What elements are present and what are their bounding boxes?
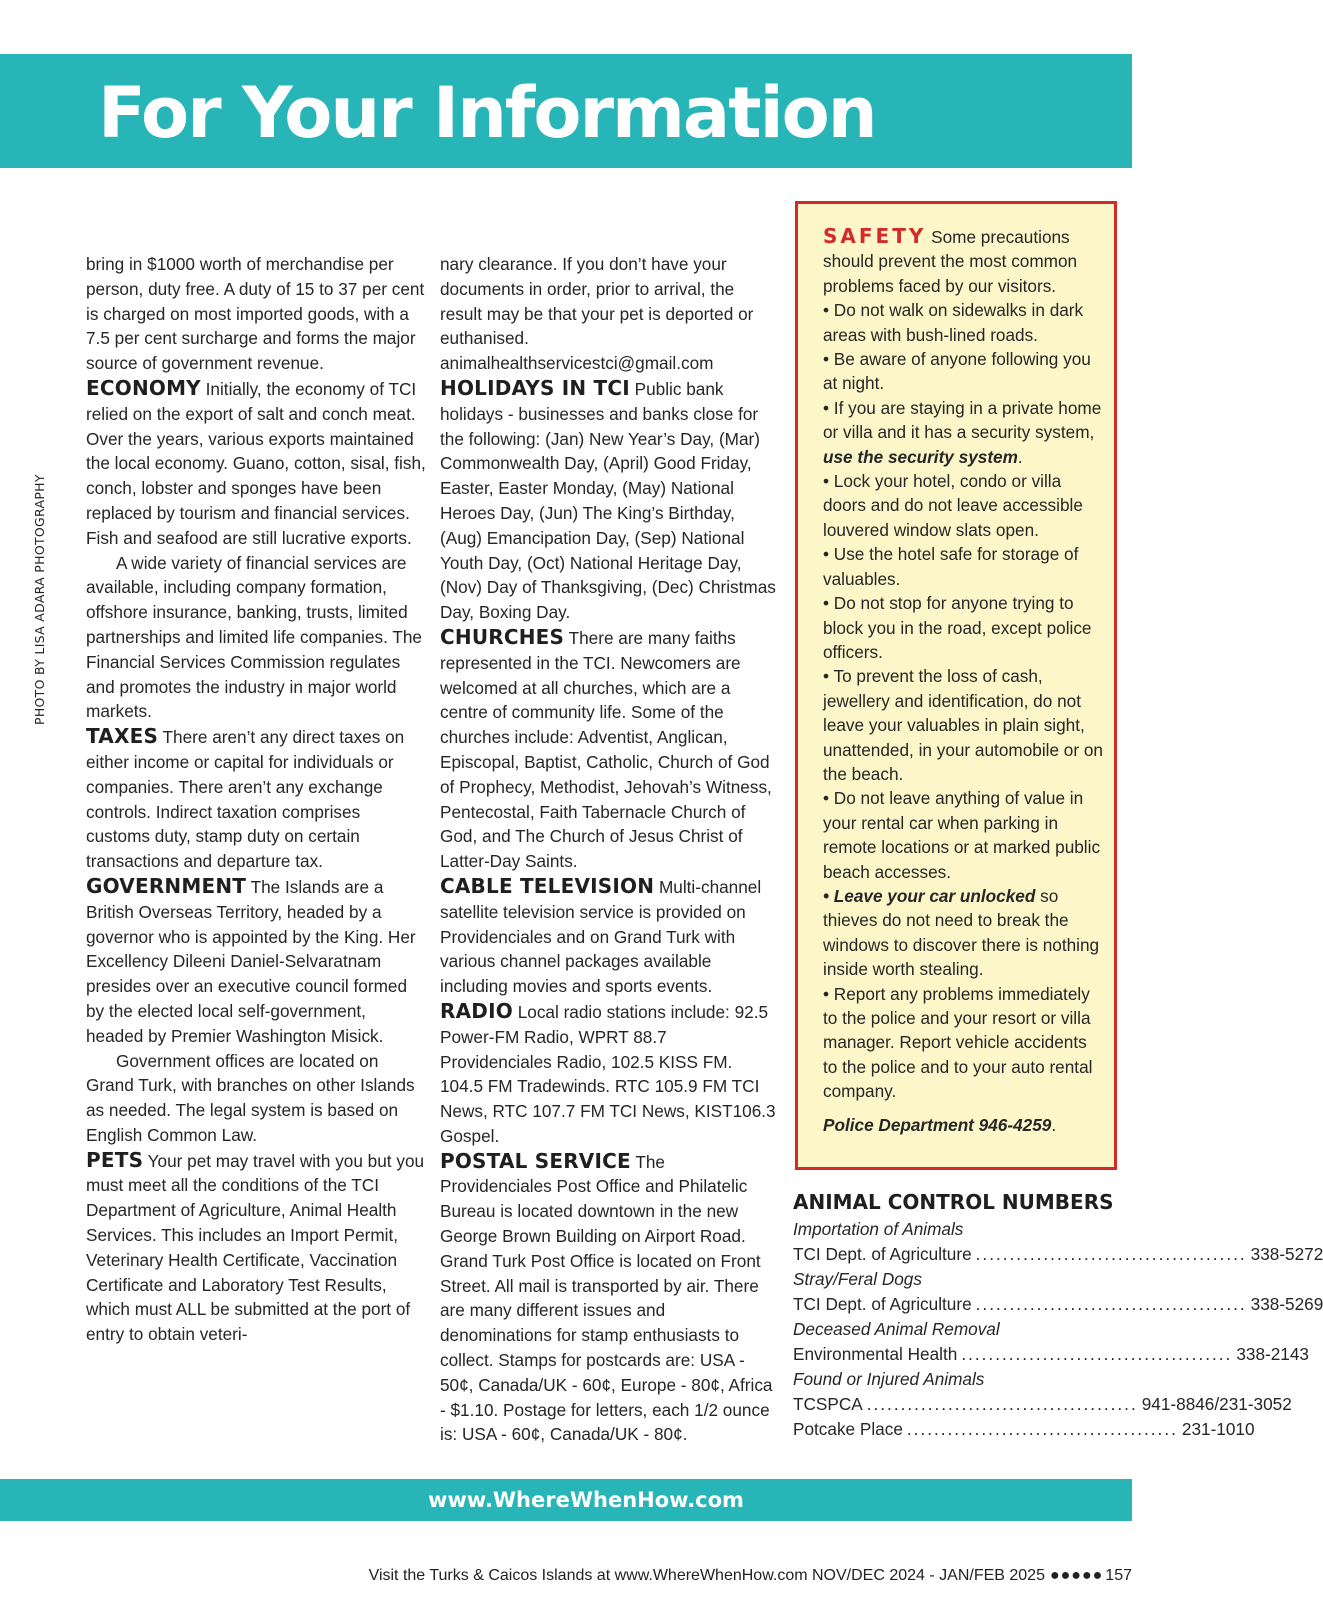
column-1 — [86, 252, 426, 1347]
safety-emphasis: • Leave your car unlocked — [823, 885, 1036, 906]
safety-bullet: • Do not walk on sidewalks in dark areas with bush-lined roads. — [823, 300, 1084, 345]
entry-number: 338-2143 — [1236, 1344, 1309, 1364]
leader-dots: ........................................ — [866, 1394, 1138, 1414]
safety-intro — [823, 224, 1104, 298]
entry-number: 338-5269 — [1250, 1294, 1323, 1314]
radio-heading: RADIO — [440, 998, 513, 1023]
footer-dots-icon: ●●●●● — [1049, 1567, 1104, 1584]
entry-name: TCSPCA — [793, 1394, 863, 1414]
photo-credit: PHOTO BY LISA ADARA PHOTOGRAPHY — [32, 474, 47, 725]
safety-bullet-text: • If you are staying in a private home or villa and it has a security system, — [823, 397, 1102, 443]
postal-heading: POSTAL SERVICE — [440, 1148, 631, 1173]
pets-text: Your pet may travel with you but you must meet all the conditions of the TCI Department of Agriculture, Animal Health Services. This includes an Import Permit, Veterinary Health Certificate, Vaccination Certificate and Laboratory Test Results, which must ALL be submitted at the port of entry to obtain veteri- — [86, 1150, 425, 1345]
taxes-text: There aren’t any direct taxes on either income or capital for individuals or companies. There aren’t any exchange controls. Indirect taxation comprises customs duty, stamp duty on certain transactions and departure tax. — [86, 727, 405, 872]
animal-subtitle: Found or Injured Animals — [793, 1369, 985, 1389]
safety-title: SAFETY — [823, 224, 927, 248]
safety-bullet: • Do not stop for anyone trying to block you in the road, except police officers. — [823, 593, 1092, 662]
animal-subtitle: Deceased Animal Removal — [793, 1319, 1000, 1339]
intro-paragraph: bring in $1000 worth of merchandise per person, duty free. A duty of 15 to 37 per cent is charged on most imported goods, with a 7.5 per cent surcharge and forms the major source of government revenue. — [86, 254, 425, 374]
government-heading: GOVERNMENT — [86, 873, 247, 898]
government-paragraph-2: Government offices are located on Grand Turk, with branches on other Islands as needed. The legal system is based on English Common Law. — [86, 1050, 415, 1145]
animal-control-title: ANIMAL CONTROL NUMBERS — [793, 1190, 1114, 1214]
leader-dots: ........................................ — [961, 1344, 1233, 1364]
safety-bullet: • Be aware of anyone following you at night. — [823, 349, 1091, 394]
economy-heading: ECONOMY — [86, 375, 201, 400]
police-number-end: . — [1051, 1114, 1057, 1135]
government-section — [86, 874, 426, 1049]
safety-bullet — [823, 396, 1104, 469]
leader-dots: ........................................ — [975, 1294, 1247, 1314]
police-number — [823, 1113, 1104, 1137]
footer-tagline: Visit the Turks & Caicos Islands at www.WhereWhenHow.com NOV/DEC 2024 - JAN/FEB 2025 — [368, 1567, 1045, 1584]
entry-name: Potcake Place — [793, 1419, 903, 1439]
cable-section — [440, 874, 780, 999]
entry-name: Environmental Health — [793, 1344, 958, 1364]
animal-entry — [793, 1417, 1255, 1442]
entry-name: TCI Dept. of Agriculture — [793, 1294, 972, 1314]
pets-continued: nary clearance. If you don’t have your documents in order, prior to arrival, the result may be that your pet is deported or euthanised. — [440, 254, 754, 349]
taxes-section — [86, 724, 426, 874]
postal-section — [440, 1149, 780, 1448]
safety-box — [795, 201, 1117, 1170]
churches-section — [440, 625, 780, 874]
police-number-text: Police Department 946-4259 — [823, 1114, 1052, 1135]
animal-entry — [793, 1342, 1309, 1367]
animal-control — [793, 1190, 1323, 1442]
radio-section — [440, 999, 780, 1149]
taxes-heading: TAXES — [86, 724, 159, 749]
economy-text: Initially, the economy of TCI relied on the export of salt and conch meat. Over the years, various exports maintained the local economy. Guano, cotton, sisal, fish, conch, lobster and sponges have been replaced by tourism and financial services. Fish and seafood are still lucrative exports. — [86, 378, 426, 548]
government-text: The Islands are a British Overseas Territory, headed by a governor who is appointed by the King. Her Excellency Dileeni Daniel-Selvaratnam presides over an executive council formed by the elected local self-government, headed by Premier Washington Misick. — [86, 876, 416, 1046]
holidays-section — [440, 376, 780, 625]
postal-text: The Providenciales Post Office and Philatelic Bureau is located downtown in the new George Brown Building on Airport Road. Grand Turk Post Office is located on Front Street. All mail is transported by air. There are many different issues and denominations for stamp enthusiasts to collect. Stamps for postcards are: USA - 50¢, Canada/UK - 60¢, Europe - 80¢, Africa - $1.10. Postage for letters, each 1/2 ounce is: USA - 60¢, Canada/UK - 80¢. — [440, 1151, 773, 1445]
website-link[interactable]: www.WhereWhenHow.com — [428, 1488, 744, 1512]
holidays-heading: HOLIDAYS IN TCI — [440, 375, 630, 400]
page-footer — [369, 1567, 1132, 1585]
page-number: 157 — [1105, 1567, 1132, 1584]
cable-text: Multi-channel satellite television service is provided on Providenciales and on Grand Turk with various channel packages available including movies and sports events. — [440, 876, 762, 997]
animal-entry — [793, 1242, 1323, 1267]
safety-bullet: • Use the hotel safe for storage of valuables. — [823, 544, 1079, 589]
pets-section — [86, 1148, 426, 1347]
radio-text: Local radio stations include: 92.5 Power-FM Radio, WPRT 88.7 Providenciales Radio, 102.5 KISS FM. 104.5 FM Tradewinds. RTC 105.9 FM TCI News, RTC 107.7 FM TCI News, KIST106.3 Gospel. — [440, 1001, 776, 1146]
animal-subtitle: Stray/Feral Dogs — [793, 1269, 922, 1289]
page-title: For Your Information — [98, 72, 876, 154]
entry-number: 941-8846/231-3052 — [1141, 1394, 1292, 1414]
churches-text: There are many faiths represented in the TCI. Newcomers are welcomed at all churches, which are a centre of community life. Some of the churches include: Adventist, Anglican, Episcopal, Baptist, Catholic, Church of God of Prophecy, Methodist, Jehovah’s Witness, Pentecostal, Faith Tabernacle Church of God, and The Church of Jesus Christ of Latter-Day Saints. — [440, 627, 772, 872]
safety-bullet: • Lock your hotel, condo or villa doors and do not leave accessible louvered window slats open. — [823, 471, 1083, 540]
safety-bullet-end: . — [1017, 446, 1023, 467]
holidays-text: Public bank holidays - businesses and banks close for the following: (Jan) New Year’s Day, (Mar) Commonwealth Day, (April) Good Friday, Easter, Easter Monday, (May) National Heroes Day, (Jun) The King’s Birthday, (Aug) Emancipation Day, (Sep) National Youth Day, (Oct) National Heritage Day, (Nov) Day of Thanksgiving, (Dec) Christmas Day, Boxing Day. — [440, 378, 776, 623]
entry-name: TCI Dept. of Agriculture — [793, 1244, 972, 1264]
safety-bullet — [823, 884, 1104, 982]
safety-bullet: • To prevent the loss of cash, jewellery and identification, do not leave your valuables in plain sight, unattended, in your automobile or on the beach. — [823, 666, 1103, 784]
safety-intro-text: Some precautions should prevent the most common problems faced by our visitors. — [823, 227, 1078, 296]
entry-number: 231-1010 — [1181, 1419, 1255, 1439]
column-2 — [440, 252, 780, 1447]
header-banner — [0, 54, 1132, 168]
economy-paragraph-2: A wide variety of financial services are available, including company formation, offshore insurance, banking, trusts, limited partnerships and limited life companies. The Financial Services Commission regulates and promotes the industry in major world markets. — [86, 552, 422, 722]
animal-entry — [793, 1392, 1292, 1417]
pets-heading: PETS — [86, 1147, 144, 1172]
safety-bullet: • Report any problems immediately to the police and your resort or villa manager. Report vehicle accidents to the police and to your auto rental company. — [823, 983, 1093, 1102]
animal-subtitle: Importation of Animals — [793, 1219, 964, 1239]
safety-bullet-text: so thieves do not need to break the windows to discover there is nothing inside worth stealing. — [823, 885, 1100, 980]
pets-email[interactable]: animalhealthservicestci@gmail.com — [440, 353, 714, 374]
footer-banner — [0, 1479, 1132, 1521]
leader-dots: ........................................ — [975, 1244, 1247, 1264]
safety-bullet: • Do not leave anything of value in your rental car when parking in remote locations or at marked public beach accesses. — [823, 788, 1101, 882]
churches-heading: CHURCHES — [440, 624, 565, 649]
safety-emphasis: use the security system — [823, 446, 1018, 467]
entry-number: 338-5272 — [1250, 1244, 1323, 1264]
cable-heading: CABLE TELEVISION — [440, 873, 655, 898]
leader-dots: ........................................ — [906, 1419, 1178, 1439]
economy-section — [86, 376, 426, 551]
animal-entry — [793, 1292, 1323, 1317]
